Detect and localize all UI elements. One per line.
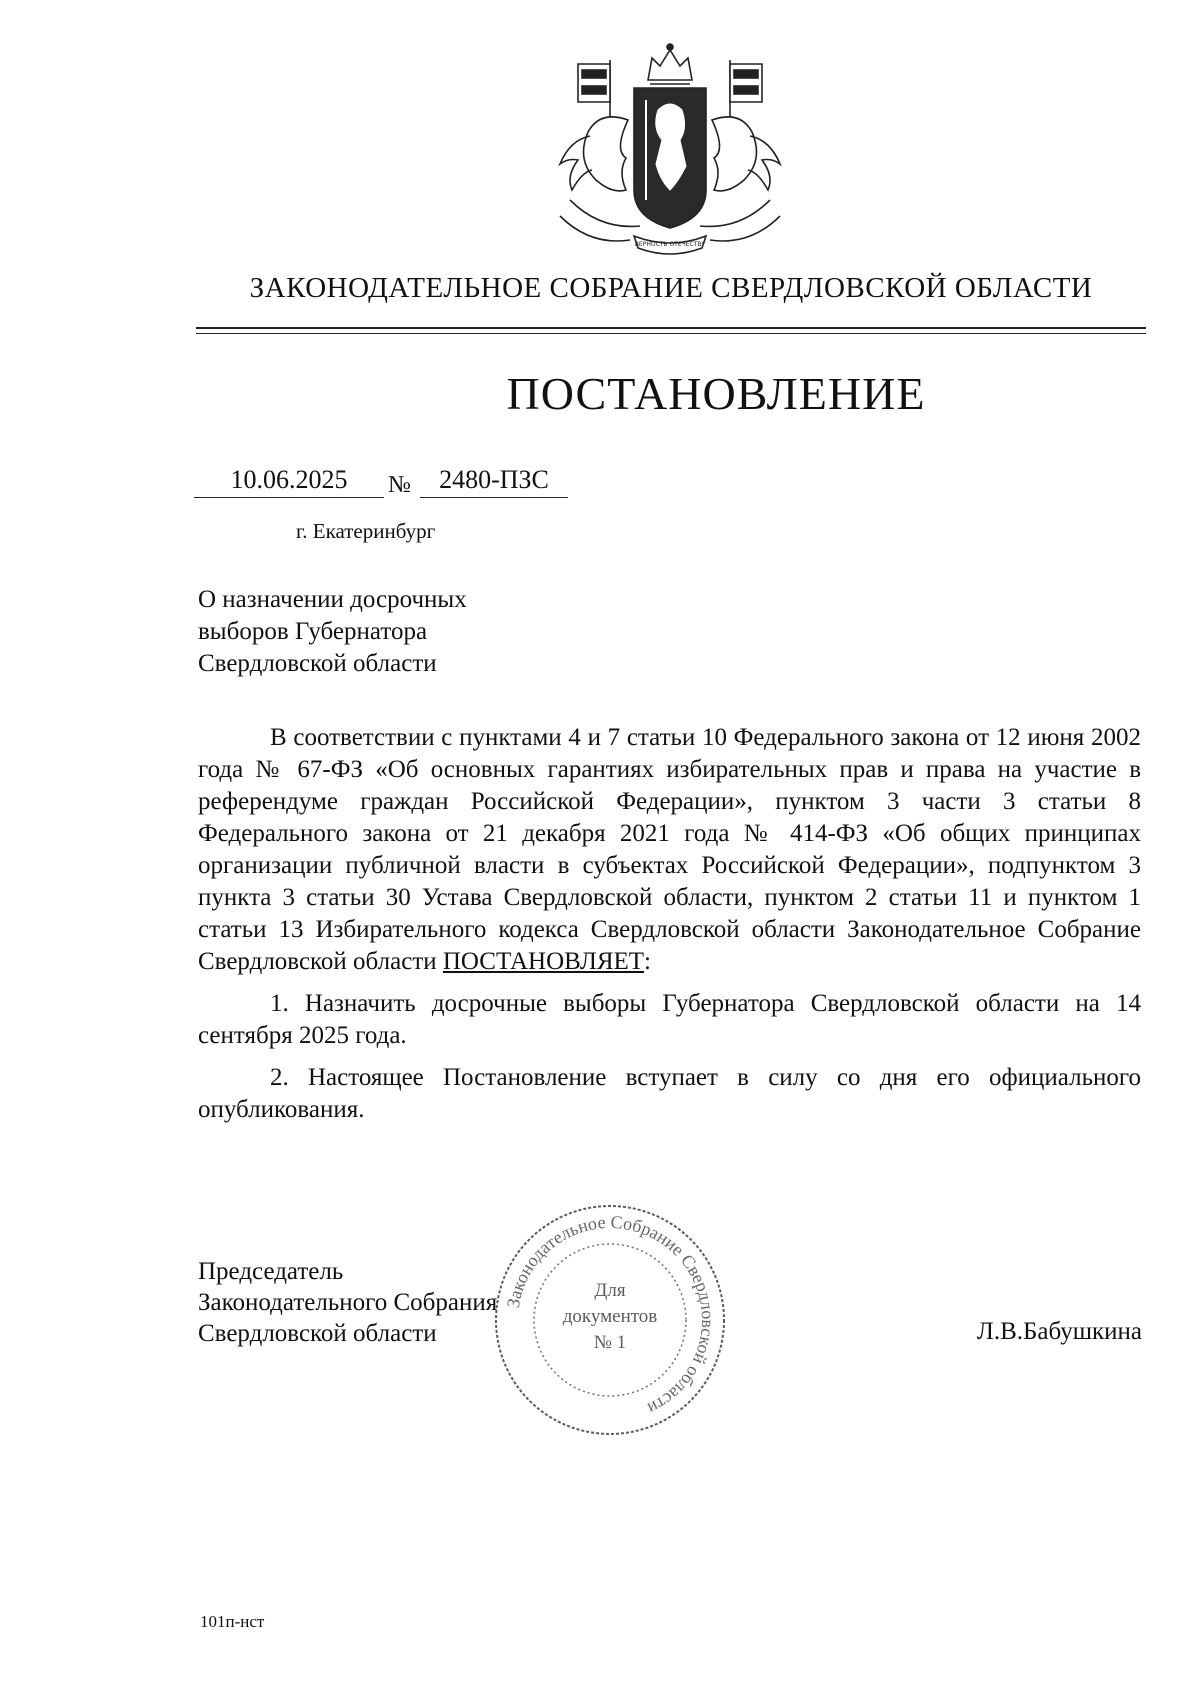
official-seal-icon	[490, 1200, 730, 1440]
decree-item-1: 1. Назначить досрочные выборы Губернатора Свердловской области на 14 сентября 2025 года.	[198, 990, 1141, 1049]
svg-text:Для: Для	[594, 1280, 626, 1301]
document-type-title: ПОСТАНОВЛЕНИЕ	[506, 368, 926, 419]
svg-text:Законодательное Собрание Сверд: Законодательное Собрание Свердловской области	[502, 1211, 719, 1420]
document-date: 10.06.2025	[194, 465, 384, 498]
document-body	[198, 722, 1141, 1136]
number-sign: №	[388, 472, 411, 498]
header-divider-thin	[196, 333, 1146, 334]
subject-line: О назначении досрочных	[198, 586, 467, 613]
preamble-paragraph	[198, 722, 1141, 978]
document-city: г. Екатеринбург	[296, 519, 436, 543]
svg-text:№ 1: № 1	[593, 1332, 627, 1353]
header-divider	[196, 327, 1146, 329]
subject-line: выборов Губернатора	[198, 618, 428, 645]
decree-item-2: 2. Настоящее Постановление вступает в силу со дня его официального опубликования.	[198, 1064, 1141, 1123]
document-subject	[198, 584, 467, 680]
document-number: 2480-ПЗС	[420, 465, 568, 498]
signatory-name: Л.В.Бабушкина	[976, 1318, 1142, 1345]
footer-code: 101п-нст	[200, 1612, 265, 1631]
position-line: Председатель	[198, 1258, 344, 1285]
svg-text:ВЕРНОСТЬ ОТЕЧЕСТВУ: ВЕРНОСТЬ ОТЕЧЕСТВУ	[634, 241, 706, 248]
coat-of-arms-icon	[530, 40, 810, 260]
signatory-position	[198, 1256, 497, 1349]
position-line: Свердловской области	[198, 1320, 437, 1347]
decree-word: ПОСТАНОВЛЯЕТ	[442, 948, 645, 975]
organization-header: ЗАКОНОДАТЕЛЬНОЕ СОБРАНИЕ СВЕРДЛОВСКОЙ ОБЛАСТИ	[249, 272, 1093, 304]
preamble-text: В соответствии с пунктами 4 и 7 статьи 10 Федерального закона от 12 июня 2002 года № 67-ФЗ «Об основных гарантиях избирательных прав и права на участие в референдуме граждан Российской Федерации», пунктом 3 части 3 статьи 8 Федерального закона от 21 декабря 2021 года № 414-ФЗ «Об общих принципах организации публичной власти в субъектах Российской Федерации», подпунктом 3 пункта 3 статьи 30 Устава Свердловской области, пунктом 2 статьи 11 и пунктом 1 статьи 13 Избирательного кодекса Свердловской области Законодательное Собрание Свердловской области	[198, 724, 1141, 975]
position-line: Законодательного Собрания	[198, 1289, 498, 1316]
subject-line: Свердловской области	[198, 650, 437, 677]
svg-text:документов: документов	[562, 1306, 658, 1327]
decree-colon: :	[644, 948, 651, 975]
